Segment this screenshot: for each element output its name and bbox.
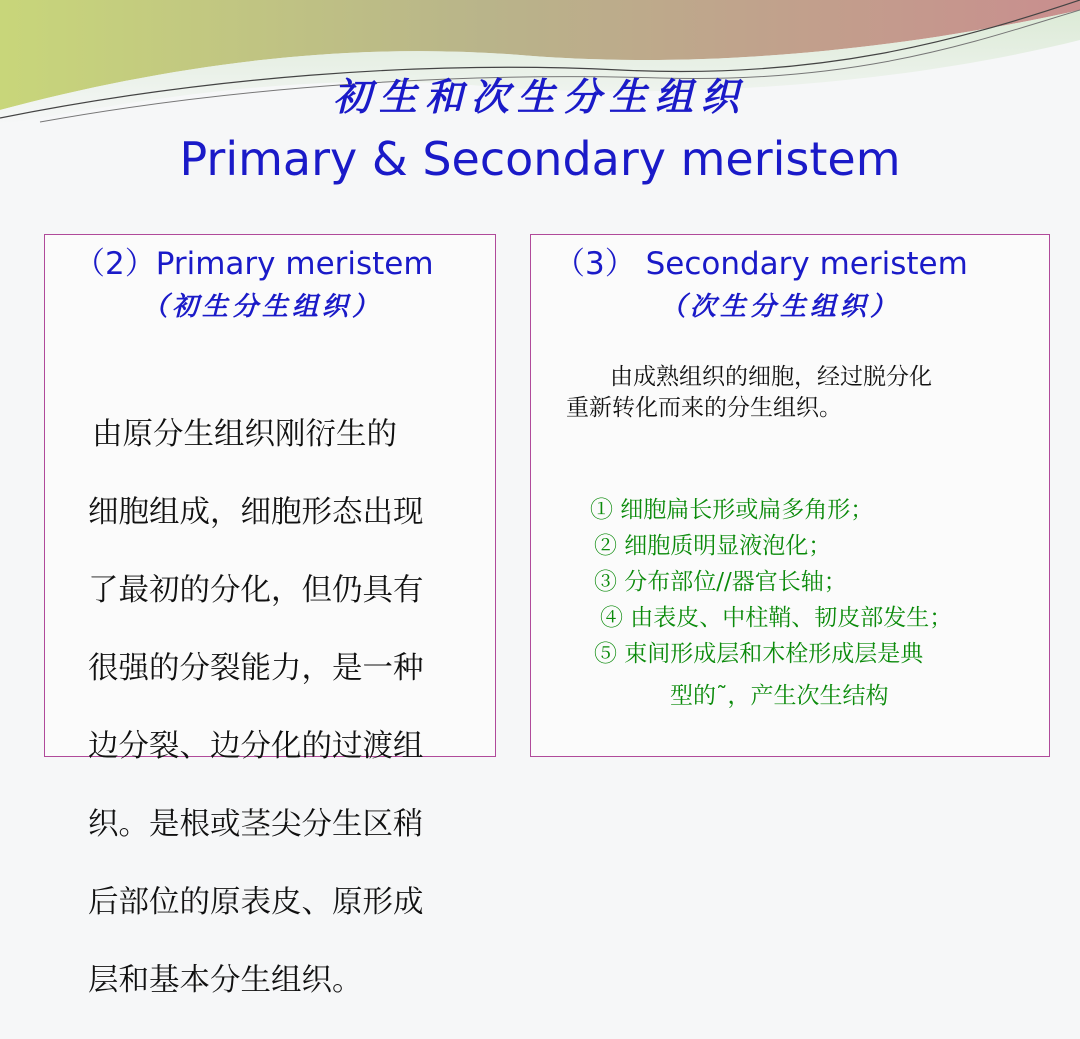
characteristic-item: ③ 分布部位//器官长轴；: [594, 569, 847, 595]
primary-description-line: 边分裂、边分化的过渡组: [88, 729, 424, 764]
primary-description-line: 细胞组成，细胞形态出现: [88, 495, 424, 530]
characteristic-item: ⑤ 束间形成层和木栓形成层是典: [594, 641, 924, 667]
secondary-characteristics-list: [590, 492, 952, 714]
primary-heading-cn: （初生分生组织）: [142, 292, 383, 322]
primary-heading-en: （2）Primary meristem: [74, 246, 434, 282]
secondary-description: [566, 362, 1046, 424]
primary-description-line: 织。是根或茎尖分生区稍: [88, 807, 424, 842]
characteristic-item: ④ 由表皮、中柱鞘、韧皮部发生；: [600, 605, 953, 631]
secondary-heading-cn: （次生分生组织）: [660, 292, 901, 322]
secondary-description-line: 由成熟组织的细胞，经过脱分化: [610, 364, 932, 390]
primary-description-line: 层和基本分生组织。: [88, 963, 363, 998]
title-chinese: 初生和次生分生组织: [332, 74, 747, 119]
primary-description-line: 了最初的分化，但仍具有: [88, 573, 424, 608]
primary-description-line: 由原分生组织刚衍生的: [92, 417, 397, 452]
secondary-description-line: 重新转化而来的分生组织。: [566, 395, 842, 421]
secondary-heading-en: （3） Secondary meristem: [554, 246, 968, 282]
characteristic-item: ① 细胞扁长形或扁多角形；: [590, 497, 874, 523]
characteristic-item: 型的˜，产生次生结构: [670, 683, 889, 709]
characteristic-item: ② 细胞质明显液泡化；: [594, 533, 832, 559]
primary-description-line: 后部位的原表皮、原形成: [88, 885, 424, 920]
primary-description: [88, 376, 498, 1039]
primary-description-line: 很强的分裂能力，是一种: [88, 651, 424, 686]
title-english: Primary & Secondary meristem: [179, 132, 901, 186]
